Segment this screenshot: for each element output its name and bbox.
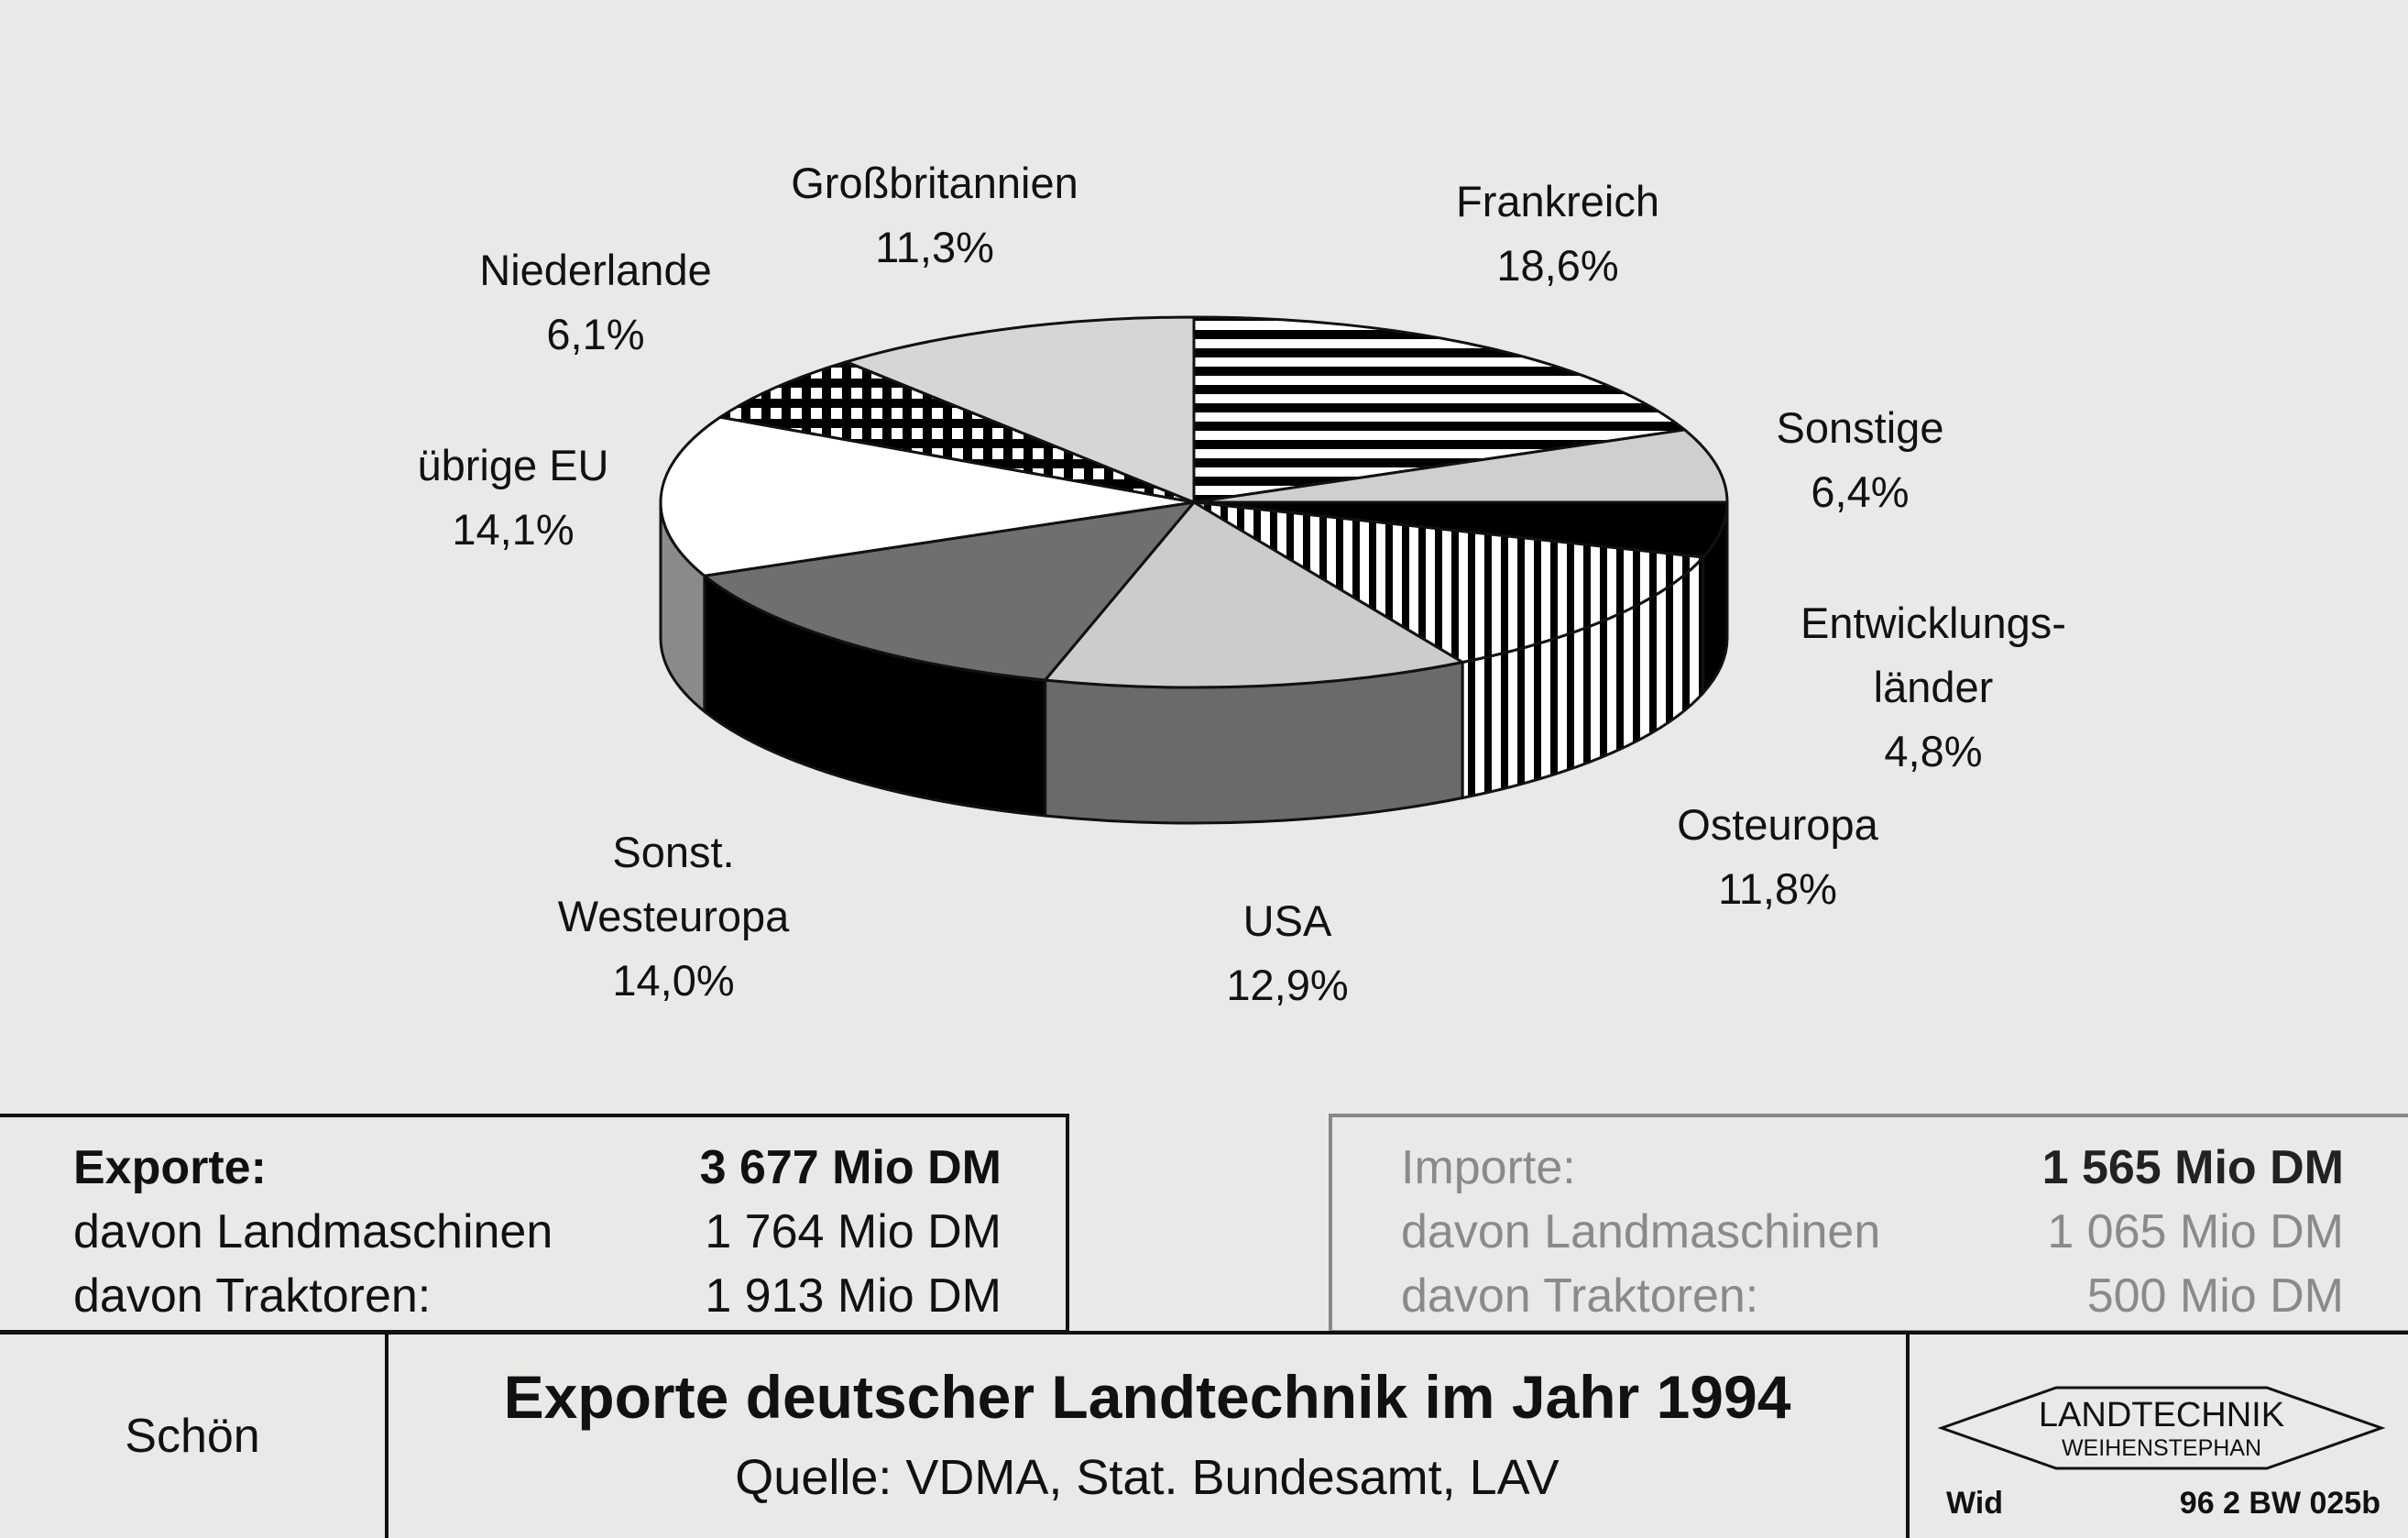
slice-label-entwicklungslaender — [1741, 591, 2126, 784]
slice-name: Sonst. — [612, 828, 735, 876]
slice-label-uebrige-eu — [376, 434, 651, 562]
imports-heading: Importe: — [1401, 1141, 1576, 1194]
exports-row-label: davon Landmaschinen — [73, 1205, 553, 1258]
slice-name-line2: Westeuropa — [557, 892, 790, 940]
code-left: Wid — [1946, 1486, 2004, 1521]
imports-total: 1 565 Mio DM — [2041, 1141, 2344, 1194]
slice-name: Osteuropa — [1677, 800, 1878, 849]
slice-percent: 11,3% — [875, 223, 994, 271]
imports-row-value: 500 Mio DM — [2086, 1269, 2344, 1323]
exports-total-row — [73, 1136, 1002, 1200]
slice-label-osteuropa — [1631, 793, 1924, 921]
slice-label-sonstige — [1723, 396, 1998, 524]
exports-row-value: 1 764 Mio DM — [705, 1205, 1002, 1258]
logo-line1: LANDTECHNIK — [2038, 1396, 2285, 1434]
title-cell — [389, 1335, 1910, 1538]
slice-percent: 6,4% — [1811, 467, 1910, 516]
exports-total: 3 677 Mio DM — [699, 1141, 1002, 1194]
logo-line2: WEIHENSTEPHAN — [2061, 1435, 2262, 1461]
slice-label-niederlande — [440, 238, 751, 367]
slice-label-usa — [1150, 889, 1425, 1017]
imports-row-landmaschinen — [1401, 1200, 2344, 1264]
slice-name-line2: länder — [1873, 663, 1994, 711]
imports-row-label: davon Landmaschinen — [1401, 1205, 1881, 1258]
slice-percent: 11,8% — [1718, 864, 1837, 913]
slice-label-frankreich — [1411, 170, 1704, 298]
exports-row-traktoren — [73, 1264, 1002, 1328]
slice-percent: 14,1% — [452, 505, 575, 554]
slice-percent: 4,8% — [1884, 727, 1983, 775]
slice-name: USA — [1242, 896, 1332, 945]
slice-name: Großbritannien — [791, 159, 1078, 207]
slice-percent: 14,0% — [612, 956, 735, 1005]
logo-cell — [1910, 1335, 2408, 1538]
slice-percent: 18,6% — [1496, 241, 1619, 290]
slice-label-grossbritannien — [733, 151, 1136, 280]
exports-row-landmaschinen — [73, 1200, 1002, 1264]
imports-row-label: davon Traktoren: — [1401, 1269, 1759, 1323]
slice-name: Niederlande — [479, 246, 712, 294]
exports-row-value: 1 913 Mio DM — [705, 1269, 1002, 1323]
author-name: Schön — [125, 1410, 260, 1463]
slice-label-sonst-westeuropa — [513, 820, 834, 1013]
imports-row-value: 1 065 Mio DM — [2047, 1205, 2344, 1258]
imports-box — [1329, 1114, 2408, 1334]
chart-source: Quelle: VDMA, Stat. Bundesamt, LAV — [735, 1450, 1560, 1505]
code-right: 96 2 BW 025b — [2179, 1486, 2381, 1521]
exports-box — [0, 1114, 1069, 1334]
imports-row-traktoren — [1401, 1264, 2344, 1328]
exports-heading: Exporte: — [73, 1141, 267, 1194]
slice-name: übrige EU — [417, 441, 609, 489]
slice-name: Sonstige — [1776, 403, 1944, 452]
chart-title: Exporte deutscher Landtechnik im Jahr 1994 — [503, 1363, 1791, 1431]
author-cell — [0, 1335, 389, 1538]
exports-row-label: davon Traktoren: — [73, 1269, 432, 1323]
slice-name: Entwicklungs- — [1801, 599, 2066, 647]
landtechnik-logo — [1937, 1371, 2386, 1490]
slice-name: Frankreich — [1455, 177, 1659, 225]
imports-total-row — [1401, 1136, 2344, 1200]
slice-percent: 12,9% — [1226, 961, 1349, 1009]
footer — [0, 1331, 2408, 1538]
slice-percent: 6,1% — [546, 310, 645, 358]
